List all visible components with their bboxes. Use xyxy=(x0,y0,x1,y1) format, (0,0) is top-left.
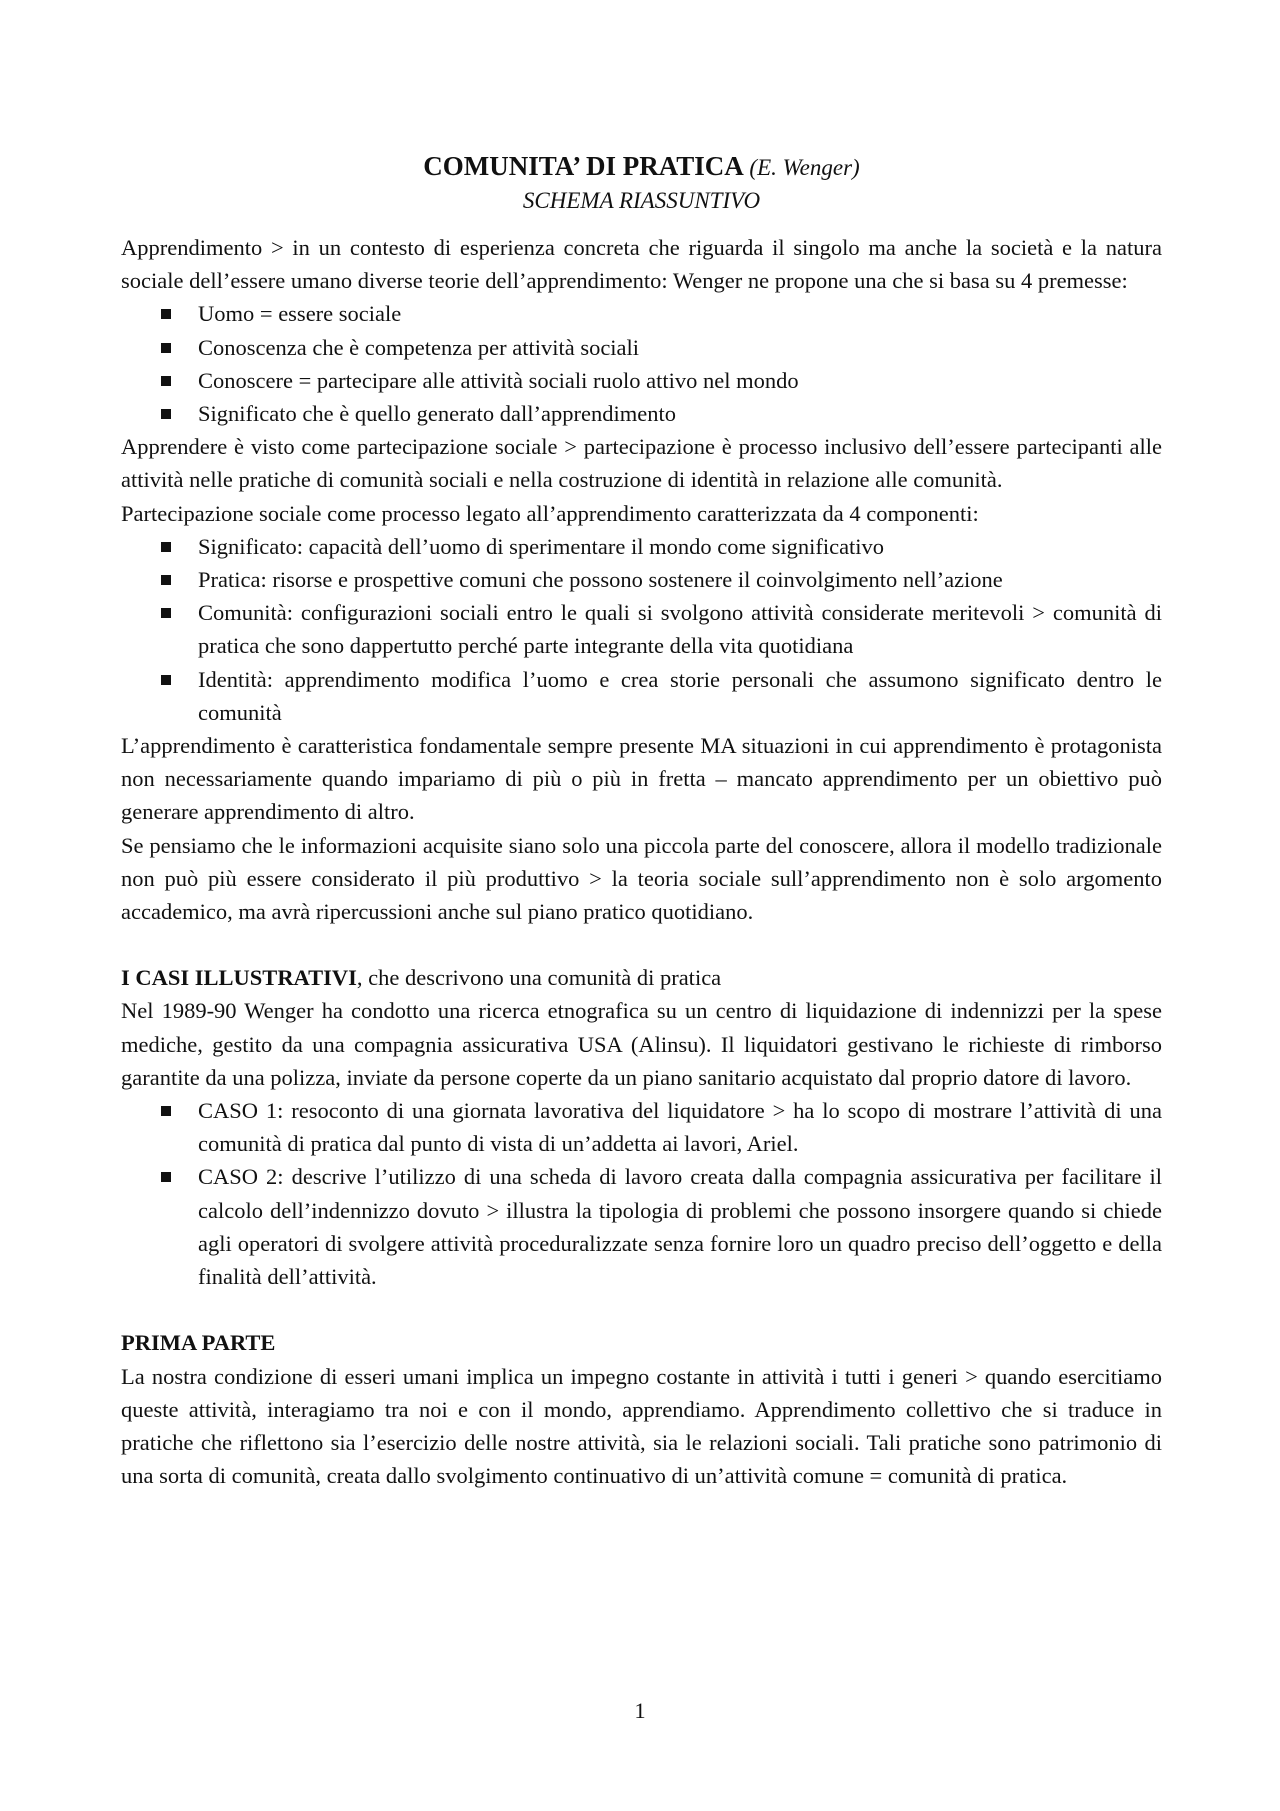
learning-paragraph: L’apprendimento è caratteristica fondamentale sempre presente MA situazioni in cui apprendimento è protagonista non necessariamente quando impariamo di più o più in fretta – mancato apprendimento per un obiettivo può generare apprendimento di altro. xyxy=(121,733,1162,825)
list-item: Conoscere = partecipare alle attività sociali ruolo attivo nel mondo xyxy=(121,364,1162,397)
list-item: Comunità: configurazioni sociali entro le quali si svolgono attività considerate meritevoli > comunità di pratica che sono dappertutto perché parte integrante della vita quotidiana xyxy=(121,596,1162,662)
cases-heading: I CASI ILLUSTRATIVI xyxy=(121,965,357,991)
section-gap xyxy=(121,928,1162,961)
cases-heading-line xyxy=(121,961,1162,994)
list-item: Conoscenza che è competenza per attività sociali xyxy=(121,331,1162,364)
page-number: 1 xyxy=(634,1698,646,1723)
list-item: CASO 2: descrive l’utilizzo di una scheda di lavoro creata dalla compagnia assicurativa per facilitare il calcolo dell’indennizzo dovuto > illustra la tipologia di problemi che possono insorgere quando si chiede agli operatori di svolgere attività proceduralizzate senza fornire loro un quadro preciso dell’oggetto e della finalità dell’attività. xyxy=(121,1160,1162,1293)
cases-paragraph: Nel 1989-90 Wenger ha condotto una ricerca etnografica su un centro di liquidazione di indennizzi per la spese mediche, gestito da una compagnia assicurativa USA (Alinsu). Il liquidatori gestivano le richieste di rimborso garantite da una polizza, inviate da persone coperte da un piano sanitario acquistato dal proprio datore di lavoro. xyxy=(121,998,1162,1090)
part-one-heading: PRIMA PARTE xyxy=(121,1330,276,1356)
document-author: (E. Wenger) xyxy=(749,155,860,180)
list-item: Uomo = essere sociale xyxy=(121,297,1162,330)
information-paragraph: Se pensiamo che le informazioni acquisite siano solo una piccola parte del conoscere, allora il modello tradizionale non può più essere considerato il più produttivo > la teoria sociale sull’apprendimento non è solo argomento accademico, ma avrà ripercussioni anche sul piano pratico quotidiano. xyxy=(121,832,1162,925)
document-page xyxy=(121,150,1162,1492)
premises-list xyxy=(121,297,1162,430)
components-intro-paragraph: Partecipazione sociale come processo legato all’apprendimento caratterizzata da 4 componenti: xyxy=(121,500,979,526)
document-title: COMUNITA’ DI PRATICA xyxy=(423,151,744,181)
list-item: Pratica: risorse e prospettive comuni che possono sostenere il coinvolgimento nell’azione xyxy=(121,563,1162,596)
list-item: Significato: capacità dell’uomo di sperimentare il mondo come significativo xyxy=(121,530,1162,563)
participation-paragraph: Apprendere è visto come partecipazione sociale > partecipazione è processo inclusivo dell’essere partecipanti alle attività nelle pratiche di comunità sociali e nella costruzione di identità in relazione alle comunità. xyxy=(121,434,1162,493)
title-block xyxy=(121,150,1162,217)
list-item: Identità: apprendimento modifica l’uomo e crea storie personali che assumono significato dentro le comunità xyxy=(121,663,1162,729)
components-list xyxy=(121,530,1162,729)
intro-paragraph: Apprendimento > in un contesto di esperienza concreta che riguarda il singolo ma anche la società e la natura sociale dell’essere umano diverse teorie dell’apprendimento: Wenger ne propone una che si basa su 4 premesse: xyxy=(121,235,1162,294)
list-item: Significato che è quello generato dall’apprendimento xyxy=(121,397,1162,430)
section-gap xyxy=(121,1293,1162,1326)
list-item: CASO 1: resoconto di una giornata lavorativa del liquidatore > ha lo scopo di mostrare l’attività di una comunità di pratica dal punto di vista di un’addetta ai lavori, Ariel. xyxy=(121,1094,1162,1160)
document-subtitle: SCHEMA RIASSUNTIVO xyxy=(522,188,761,213)
cases-list xyxy=(121,1094,1162,1293)
part-one-paragraph: La nostra condizione di esseri umani implica un impegno costante in attività i tutti i generi > quando esercitiamo queste attività, interagiamo tra noi e con il mondo, apprendiamo. Apprendimento collettivo che si traduce in pratiche che riflettono sia l’esercizio delle nostre attività, sia le relazioni sociali. Tali pratiche sono patrimonio di una sorta di comunità, creata dallo svolgimento continuativo di un’attività comune = comunità di pratica. xyxy=(121,1363,1162,1489)
cases-heading-rest: , che descrivono una comunità di pratica xyxy=(356,965,722,991)
